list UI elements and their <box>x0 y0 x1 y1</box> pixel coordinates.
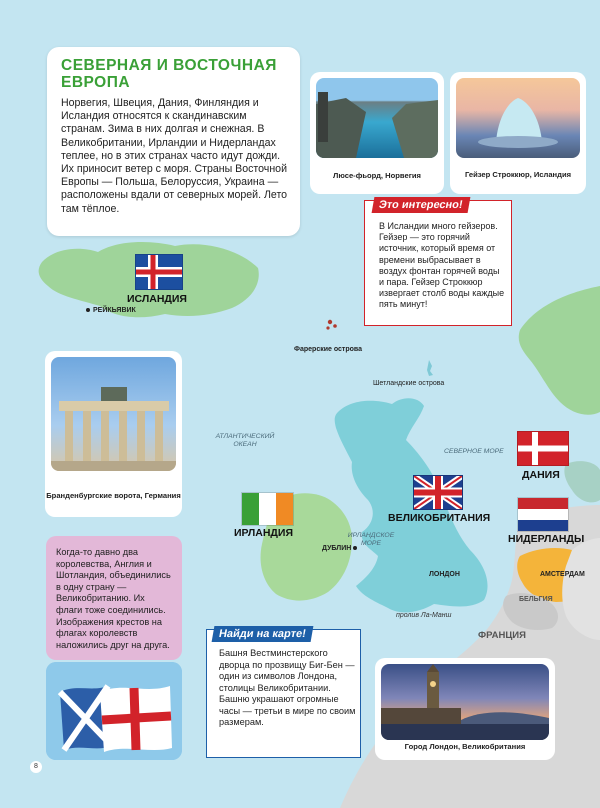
channel-label: пролив Ла-Манш <box>396 612 452 619</box>
intro-text: Норвегия, Швеция, Дания, Финляндия и Исландия относятся к скандинавским странам. Зима в них долгая и снежная. В Великобритании, Ирландии и Нидерландах теплее, но в этих странах часто идут дожди. Их приносит ветер с моря. Страны Восточной Европы — Польша, Белоруссия, Украина — расположены вдали от северных морей. Лето там тёплое. <box>61 97 288 215</box>
iceland-flag <box>135 254 183 290</box>
gate-caption: Бранденбургские ворота, Германия <box>46 491 181 500</box>
find-box-title: Найди на карте! <box>212 626 314 642</box>
denmark-flag <box>517 431 569 466</box>
fact-box-text: В Исландии много гейзеров. Гейзер — это горячий источник, который время от времени выбрасывает в воздух фонтан горячей воды и пара. Гейзер Строккюр извергает столб воды каждые пять минут! <box>379 221 505 310</box>
fjord-caption: Люсе-фьорд, Норвегия <box>333 171 421 180</box>
ireland-label: ИРЛАНДИЯ <box>234 527 293 539</box>
fjord-image <box>316 78 438 158</box>
irish-sea-label: ИРЛАНДСКОЕ МОРЕ <box>347 532 395 547</box>
atlantic-label: АТЛАНТИЧЕСКИЙ ОКЕАН <box>215 433 275 448</box>
find-box <box>206 629 361 758</box>
geyser-image <box>456 78 580 158</box>
amsterdam-label: АМСТЕРДАМ <box>540 571 585 578</box>
geyser-photo-card <box>450 72 586 194</box>
fjord-photo-card <box>310 72 444 194</box>
uk-label: ВЕЛИКОБРИТАНИЯ <box>388 512 491 524</box>
find-box-text: Башня Вестминстерского дворца по прозвищу Биг-Бен — один из символов Лондона, столицы Великобритании. Башню украшают огромные часы — третьи в мире по своим размерам. <box>219 648 356 727</box>
page-title: СЕВЕРНАЯ И ВОСТОЧНАЯ ЕВРОПА <box>61 57 277 91</box>
france-label: ФРАНЦИЯ <box>478 630 526 641</box>
faroe-label: Фарерские острова <box>294 346 363 353</box>
london-text: ЛОНДОН <box>429 571 460 578</box>
north-sea-label: СЕВЕРНОЕ МОРЕ <box>444 448 504 455</box>
gate-photo-card <box>45 351 182 517</box>
london-image <box>381 664 549 740</box>
denmark-label: ДАНИЯ <box>522 469 560 481</box>
london-photo-card <box>375 658 555 760</box>
netherlands-label: НИДЕРЛАНДЫ <box>508 533 585 545</box>
uk-flag <box>413 475 463 510</box>
faroe-islands <box>326 320 336 330</box>
scandinavia-land <box>519 286 600 415</box>
london-label <box>429 571 460 578</box>
reykjavik-text: РЕЙКЬЯВИК <box>93 307 136 314</box>
netherlands-flag <box>517 497 569 532</box>
shetland-land <box>427 360 433 376</box>
dublin-text: ДУБЛИН <box>322 545 352 552</box>
fact-box-title: Это интересно! <box>372 197 470 213</box>
gate-image <box>51 357 176 471</box>
intro-card <box>47 47 300 236</box>
reykjavik-dot <box>86 308 90 312</box>
geyser-caption: Гейзер Строккюр, Исландия <box>464 170 572 179</box>
ireland-flag <box>241 492 294 526</box>
history-box: Когда-то давно два королевства, Англия и Шотландия, объединились в одну страну — Великобританию. Их флаги тоже соединились. Изображения крестов на флагах королевств наложились друг на друга. <box>46 536 182 660</box>
fact-box <box>364 200 512 326</box>
shetland-label: Шетландские острова <box>373 380 445 387</box>
london-caption: Город Лондон, Великобритания <box>404 742 526 751</box>
iceland-label: ИСЛАНДИЯ <box>127 293 187 305</box>
belgium-label: БЕЛЬГИЯ <box>519 596 553 603</box>
denmark-land <box>564 461 600 502</box>
reykjavik-label <box>86 307 136 314</box>
page-number: 8 <box>30 761 42 773</box>
great-britain-land <box>335 398 491 612</box>
flags-image <box>46 662 182 760</box>
